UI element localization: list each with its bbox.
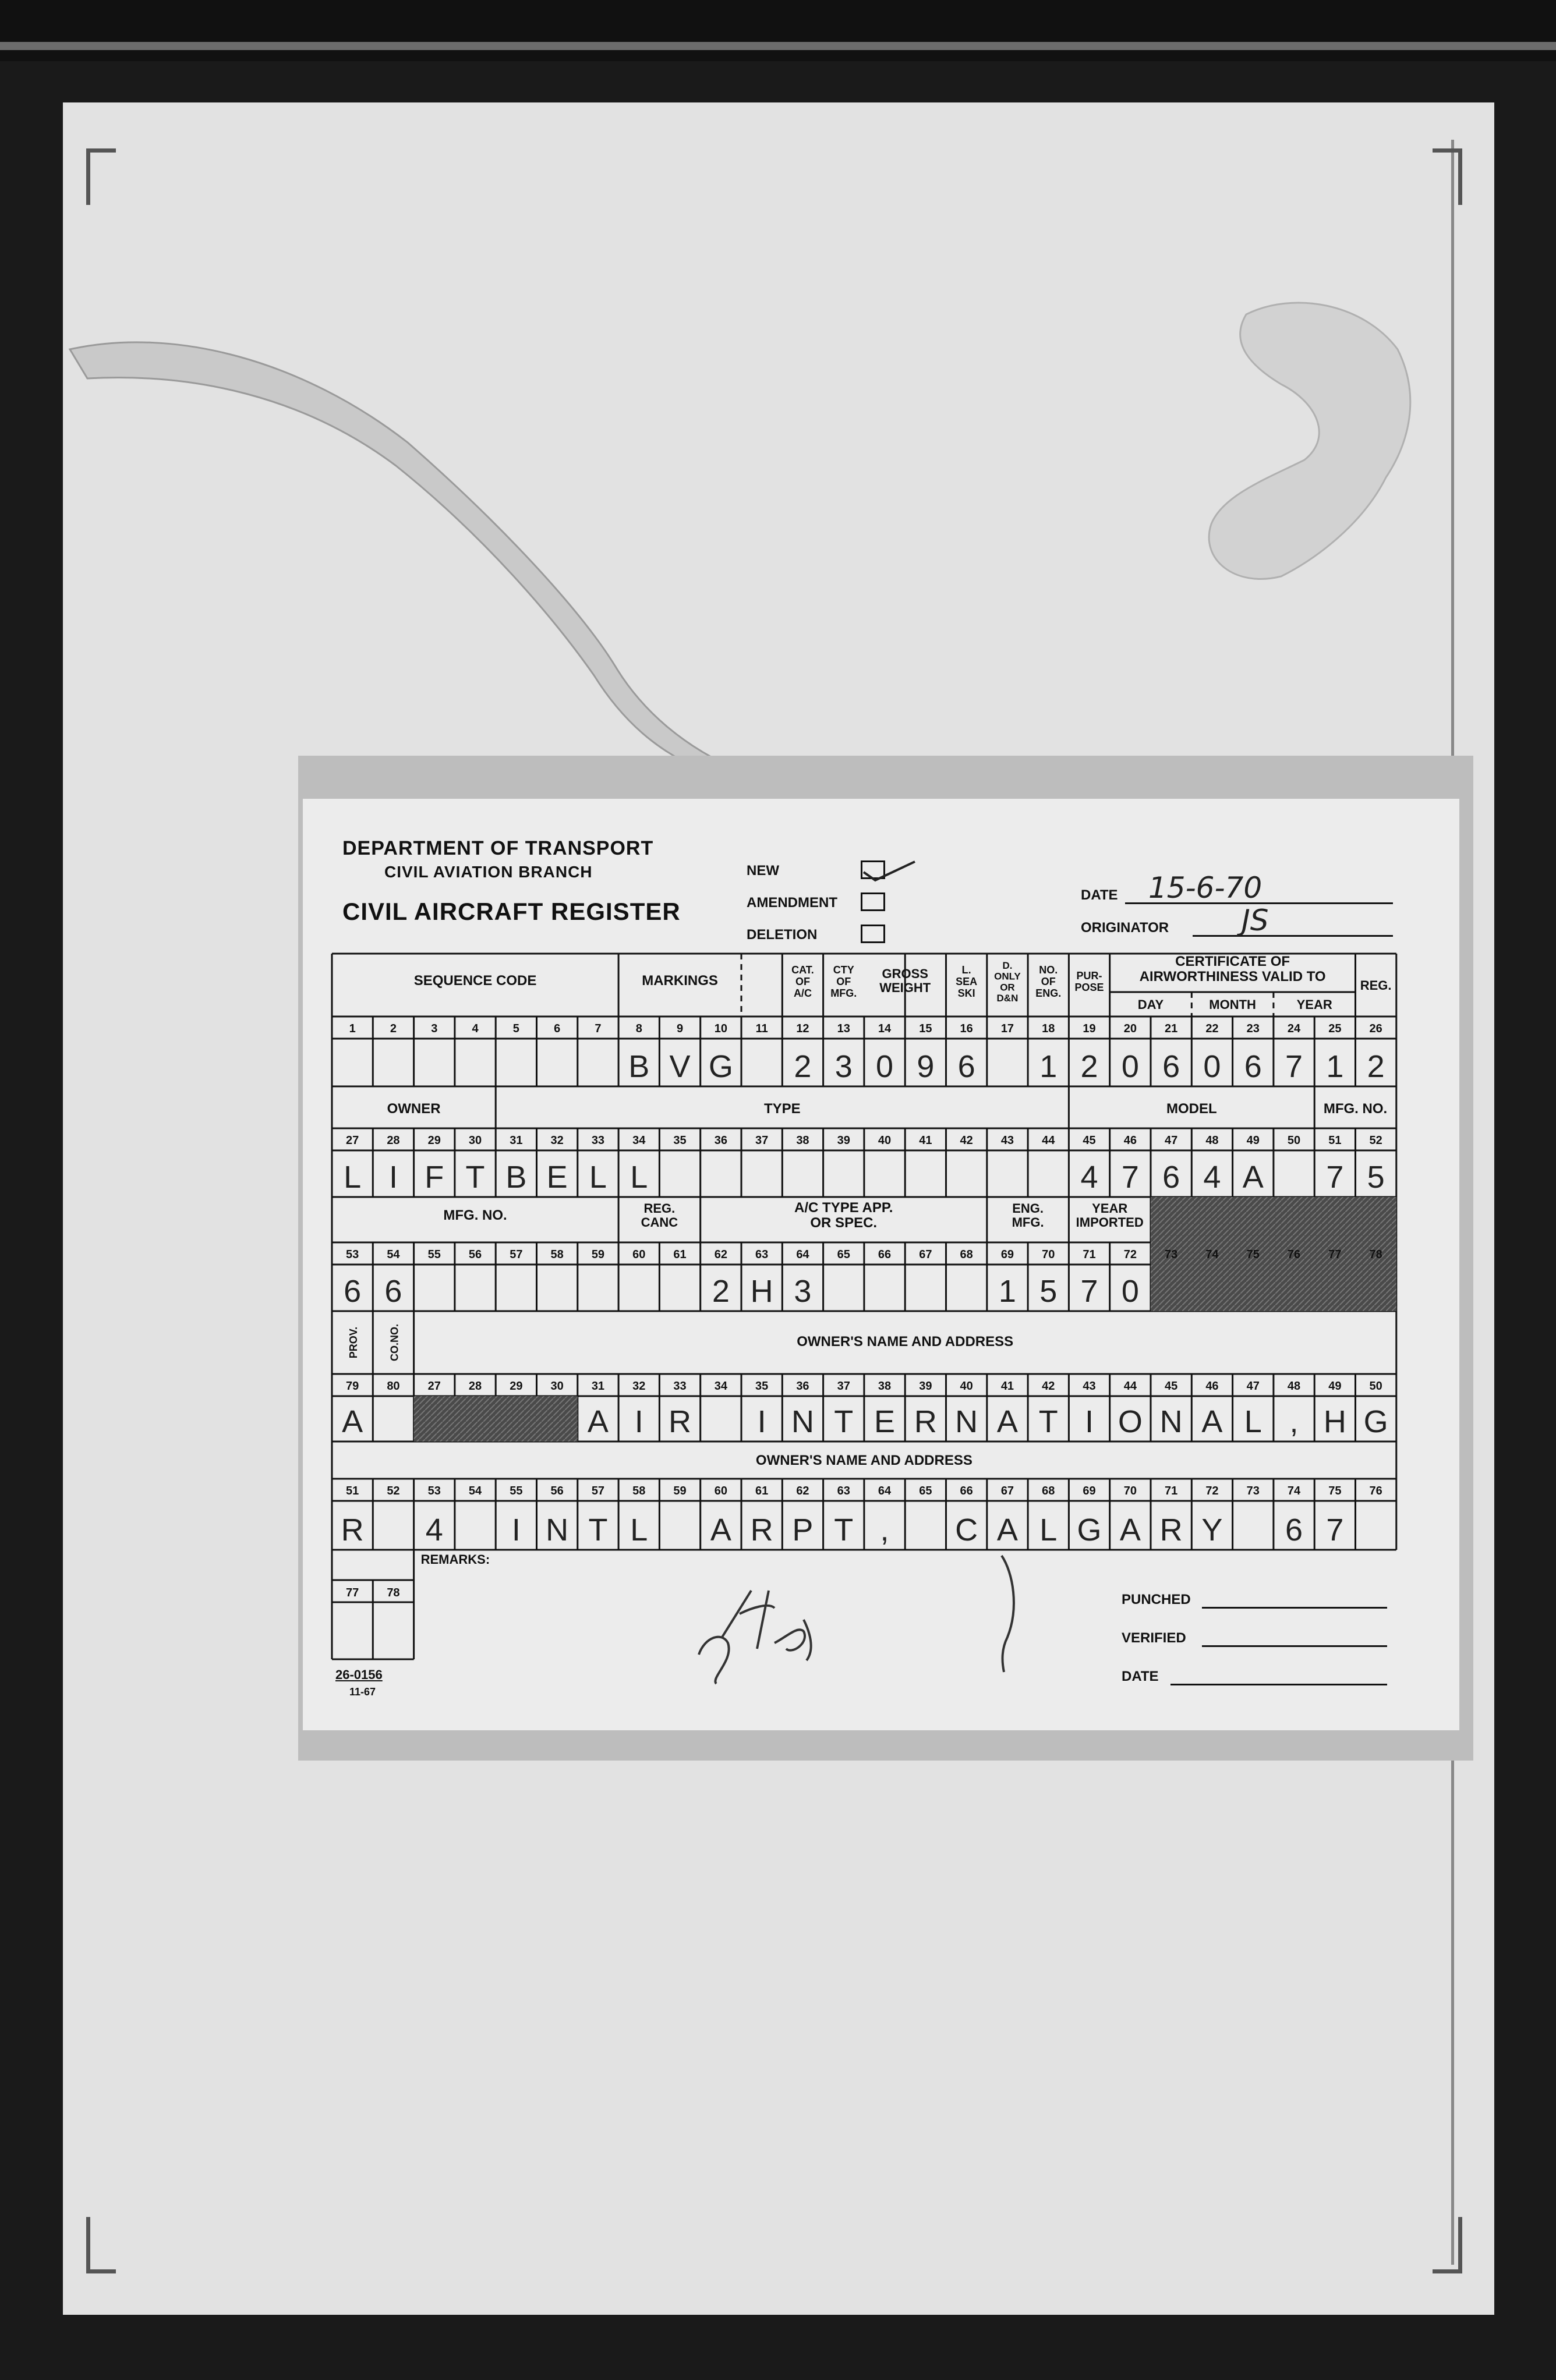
- entry-cell[interactable]: 4: [1203, 1160, 1221, 1195]
- register-title: CIVIL AIRCRAFT REGISTER: [342, 898, 681, 925]
- entry-cell[interactable]: R: [1159, 1513, 1183, 1547]
- originator-label: ORIGINATOR: [1081, 920, 1169, 936]
- column-number: 73: [1246, 1485, 1260, 1497]
- header-day-night: D. ONLY OR D&N: [994, 959, 1021, 1004]
- entry-cell[interactable]: R: [914, 1404, 937, 1439]
- entry-cell[interactable]: 0: [1121, 1049, 1139, 1084]
- entry-cell[interactable]: 7: [1285, 1049, 1303, 1084]
- entry-cell[interactable]: 9: [917, 1049, 935, 1084]
- header-category: CAT. OF A/C: [791, 964, 814, 999]
- punched-label: PUNCHED: [1122, 1592, 1191, 1607]
- column-number: 77: [1328, 1248, 1342, 1261]
- column-number: 46: [1205, 1380, 1219, 1393]
- column-number: 37: [755, 1134, 769, 1147]
- entry-cell[interactable]: 2: [794, 1049, 812, 1084]
- column-number: 65: [919, 1485, 932, 1497]
- column-number: 50: [1287, 1134, 1301, 1147]
- entry-cell[interactable]: T: [834, 1513, 854, 1547]
- header-land-sea-ski: L. SEA SKI: [956, 964, 978, 999]
- column-number: 29: [510, 1380, 523, 1393]
- column-number: 54: [387, 1248, 400, 1261]
- column-number: 19: [1083, 1022, 1096, 1035]
- column-number: 36: [796, 1380, 809, 1393]
- column-number: 14: [878, 1022, 892, 1035]
- header-gross-weight: GROSS WEIGHT: [879, 966, 931, 996]
- column-number: 42: [960, 1134, 973, 1147]
- column-number: 68: [960, 1248, 973, 1261]
- column-number: 31: [510, 1134, 523, 1147]
- column-number: 59: [673, 1485, 687, 1497]
- entry-cell[interactable]: N: [546, 1513, 569, 1547]
- entry-cell[interactable]: 7: [1080, 1274, 1098, 1309]
- column-number: 20: [1123, 1022, 1137, 1035]
- entry-cell[interactable]: H: [1323, 1404, 1346, 1439]
- column-number: 22: [1205, 1022, 1219, 1035]
- column-number: 64: [878, 1485, 892, 1497]
- shaded-cells-73-78: [1151, 1242, 1396, 1311]
- column-number: 49: [1328, 1380, 1342, 1393]
- column-number: 32: [550, 1134, 564, 1147]
- column-number: 15: [919, 1022, 932, 1035]
- entry-cell[interactable]: A: [1201, 1404, 1223, 1439]
- column-number: 27: [346, 1134, 359, 1147]
- column-number: 68: [1042, 1485, 1055, 1497]
- column-number: 18: [1042, 1022, 1055, 1035]
- entry-cell[interactable]: I: [634, 1404, 643, 1439]
- column-number: 70: [1123, 1485, 1137, 1497]
- column-number: 27: [427, 1380, 441, 1393]
- header-certificate: CERTIFICATE OF AIRWORTHINESS VALID TO: [1139, 954, 1326, 984]
- column-number: 57: [591, 1485, 605, 1497]
- entry-cell[interactable]: T: [1038, 1404, 1058, 1439]
- date-value[interactable]: 15-6-70: [1148, 871, 1263, 905]
- column-number: 37: [837, 1380, 850, 1393]
- column-number: 48: [1205, 1134, 1219, 1147]
- column-number: 36: [714, 1134, 727, 1147]
- register-card: [303, 799, 1459, 1730]
- header-type: TYPE: [763, 1101, 801, 1117]
- header-country: CTY OF MFG.: [830, 964, 857, 999]
- entry-cell[interactable]: L: [1039, 1513, 1058, 1547]
- form-code: 26-0156: [335, 1667, 383, 1682]
- entry-cell[interactable]: R: [750, 1513, 773, 1547]
- column-number: 44: [1123, 1380, 1137, 1393]
- header-eng-mfg: ENG. MFG.: [1012, 1200, 1044, 1230]
- entry-cell[interactable]: L: [344, 1160, 362, 1195]
- deletion-label: DELETION: [747, 927, 818, 943]
- entry-cell[interactable]: I: [511, 1513, 521, 1547]
- column-number: 16: [960, 1022, 973, 1035]
- column-number: 79: [346, 1380, 359, 1393]
- column-number: 66: [878, 1248, 892, 1261]
- column-number: 51: [346, 1485, 359, 1497]
- crop-mark-top-left: [86, 148, 116, 205]
- entry-cell[interactable]: 6: [1244, 1049, 1262, 1084]
- entry-cell[interactable]: 5: [1039, 1274, 1058, 1309]
- column-number: 65: [837, 1248, 850, 1261]
- column-number: 76: [1369, 1485, 1382, 1497]
- column-number: 72: [1205, 1485, 1219, 1497]
- column-number: 6: [554, 1022, 561, 1035]
- column-number: 43: [1000, 1134, 1014, 1147]
- new-label: NEW: [747, 863, 779, 879]
- crop-mark-bottom-left: [86, 2217, 116, 2273]
- remarks-column-number: 77: [346, 1586, 359, 1599]
- entry-cell[interactable]: A: [996, 1404, 1018, 1439]
- column-number: 5: [512, 1022, 519, 1035]
- column-number: 73: [1165, 1248, 1178, 1261]
- column-number: 8: [635, 1022, 642, 1035]
- column-number: 46: [1123, 1134, 1137, 1147]
- column-number: 48: [1287, 1380, 1301, 1393]
- entry-cell[interactable]: 6: [344, 1274, 362, 1309]
- entry-cell[interactable]: B: [628, 1049, 650, 1084]
- column-number: 30: [468, 1134, 482, 1147]
- column-number: 35: [673, 1134, 687, 1147]
- entry-cell[interactable]: 0: [1203, 1049, 1221, 1084]
- column-number: 53: [346, 1248, 359, 1261]
- column-number: 74: [1205, 1248, 1219, 1261]
- entry-cell[interactable]: A: [710, 1513, 731, 1547]
- column-number: 54: [468, 1485, 482, 1497]
- branch-title: CIVIL AVIATION BRANCH: [384, 863, 593, 881]
- column-number: 76: [1287, 1248, 1301, 1261]
- entry-cell[interactable]: E: [874, 1404, 896, 1439]
- column-number: 25: [1328, 1022, 1342, 1035]
- column-number: 7: [595, 1022, 602, 1035]
- column-number: 51: [1328, 1134, 1342, 1147]
- handwritten-mark: [984, 1550, 1031, 1678]
- column-number: 2: [390, 1022, 397, 1035]
- entry-cell[interactable]: 6: [1162, 1049, 1180, 1084]
- header-company-no: CO.NO.: [388, 1323, 401, 1362]
- entry-cell[interactable]: B: [505, 1160, 527, 1195]
- entry-cell[interactable]: L: [630, 1513, 648, 1547]
- column-number: 40: [878, 1134, 892, 1147]
- column-number: 33: [673, 1380, 687, 1393]
- header-markings: MARKINGS: [642, 973, 718, 989]
- entry-cell[interactable]: I: [1085, 1404, 1094, 1439]
- column-number: 31: [591, 1380, 605, 1393]
- header-type-approval: A/C TYPE APP. OR SPEC.: [794, 1199, 893, 1231]
- column-number: 78: [1369, 1248, 1382, 1261]
- entry-cell[interactable]: 0: [876, 1049, 894, 1084]
- crop-mark-bottom-right: [1433, 2217, 1462, 2273]
- column-number: 44: [1042, 1134, 1055, 1147]
- header-reg-canc: REG. CANC: [641, 1200, 678, 1230]
- column-number: 52: [387, 1485, 400, 1497]
- entry-cell[interactable]: ,: [880, 1513, 889, 1547]
- header-owner-name-address-2: OWNER'S NAME AND ADDRESS: [755, 1453, 972, 1468]
- column-number: 3: [431, 1022, 438, 1035]
- column-number: 57: [510, 1248, 523, 1261]
- column-number: 69: [1083, 1485, 1096, 1497]
- column-number: 62: [714, 1248, 727, 1261]
- date-label: DATE: [1081, 887, 1118, 903]
- entry-cell[interactable]: L: [630, 1160, 648, 1195]
- entry-cell[interactable]: 7: [1121, 1160, 1139, 1195]
- column-number: 56: [468, 1248, 482, 1261]
- column-number: 49: [1246, 1134, 1260, 1147]
- column-number: 74: [1287, 1485, 1301, 1497]
- column-number: 66: [960, 1485, 973, 1497]
- column-number: 47: [1165, 1134, 1178, 1147]
- column-number: 56: [550, 1485, 564, 1497]
- column-number: 40: [960, 1380, 973, 1393]
- entry-cell[interactable]: 6: [957, 1049, 975, 1084]
- entry-cell[interactable]: 3: [834, 1049, 853, 1084]
- entry-cell[interactable]: 6: [1285, 1513, 1303, 1547]
- entry-cell[interactable]: 4: [425, 1513, 443, 1547]
- column-number: 69: [1000, 1248, 1014, 1261]
- column-number: 24: [1287, 1022, 1301, 1035]
- entry-cell[interactable]: I: [388, 1160, 398, 1195]
- entry-cell[interactable]: C: [955, 1513, 978, 1547]
- entry-cell[interactable]: R: [669, 1404, 692, 1439]
- column-number: 29: [427, 1134, 441, 1147]
- entry-cell[interactable]: G: [708, 1049, 733, 1084]
- column-number: 53: [427, 1485, 441, 1497]
- column-number: 67: [919, 1248, 932, 1261]
- header-model: MODEL: [1166, 1101, 1217, 1117]
- column-number: 12: [796, 1022, 809, 1035]
- footer-date-label: DATE: [1122, 1669, 1159, 1684]
- column-number: 30: [550, 1380, 564, 1393]
- header-engines: NO. OF ENG.: [1035, 964, 1062, 999]
- column-number: 71: [1083, 1248, 1096, 1261]
- column-number: 21: [1165, 1022, 1178, 1035]
- entry-cell[interactable]: V: [669, 1049, 691, 1084]
- column-number: 63: [755, 1248, 769, 1261]
- entry-cell[interactable]: N: [1159, 1404, 1183, 1439]
- entry-cell[interactable]: 7: [1326, 1160, 1344, 1195]
- entry-cell[interactable]: 1: [1326, 1049, 1344, 1084]
- column-number: 45: [1083, 1134, 1096, 1147]
- form-edition: 11-67: [349, 1686, 376, 1698]
- entry-cell[interactable]: 4: [1080, 1160, 1098, 1195]
- column-number: 34: [714, 1380, 727, 1393]
- department-title: DEPARTMENT OF TRANSPORT: [342, 837, 654, 859]
- remarks-label: REMARKS:: [420, 1552, 490, 1567]
- column-number: 41: [919, 1134, 932, 1147]
- entry-cell[interactable]: L: [589, 1160, 607, 1195]
- header-purpose: PUR-POSE: [1074, 970, 1104, 993]
- column-number: 10: [714, 1022, 727, 1035]
- entry-cell[interactable]: 3: [794, 1274, 812, 1309]
- column-number: 50: [1369, 1380, 1382, 1393]
- column-number: 61: [755, 1485, 769, 1497]
- entry-cell[interactable]: T: [588, 1513, 608, 1547]
- entry-cell[interactable]: O: [1118, 1404, 1143, 1439]
- entry-cell[interactable]: 5: [1367, 1160, 1385, 1195]
- header-month: MONTH: [1209, 997, 1256, 1012]
- header-sequence-code: SEQUENCE CODE: [413, 973, 537, 989]
- column-number: 41: [1000, 1380, 1014, 1393]
- shaded-header-block: [1151, 1197, 1396, 1242]
- column-number: 23: [1246, 1022, 1260, 1035]
- entry-cell[interactable]: Y: [1201, 1513, 1223, 1547]
- header-mfg-no-2: MFG. NO.: [443, 1207, 507, 1223]
- entry-cell[interactable]: N: [955, 1404, 978, 1439]
- column-number: 32: [632, 1380, 646, 1393]
- header-year: YEAR: [1296, 997, 1332, 1012]
- column-number: 71: [1165, 1485, 1178, 1497]
- column-number: 67: [1000, 1485, 1014, 1497]
- column-number: 38: [796, 1134, 809, 1147]
- verified-label: VERIFIED: [1122, 1630, 1186, 1646]
- entry-cell[interactable]: 7: [1326, 1513, 1344, 1547]
- column-number: 4: [472, 1022, 479, 1035]
- column-number: 42: [1042, 1380, 1055, 1393]
- entry-cell[interactable]: 1: [998, 1274, 1016, 1309]
- column-number: 72: [1123, 1248, 1137, 1261]
- entry-cell[interactable]: 0: [1121, 1274, 1139, 1309]
- column-number: 39: [919, 1380, 932, 1393]
- handwritten-signature: [687, 1567, 827, 1695]
- entry-cell[interactable]: T: [834, 1404, 854, 1439]
- header-owner-name-address: OWNER'S NAME AND ADDRESS: [797, 1334, 1014, 1350]
- column-number: 80: [387, 1380, 400, 1393]
- crop-mark-top-right: [1433, 148, 1462, 205]
- column-number: 59: [591, 1248, 605, 1261]
- entry-cell[interactable]: 6: [384, 1274, 402, 1309]
- column-number: 63: [837, 1485, 850, 1497]
- header-reg: REG.: [1360, 978, 1392, 993]
- entry-cell[interactable]: N: [791, 1404, 814, 1439]
- entry-cell[interactable]: R: [341, 1513, 364, 1547]
- column-number: 28: [387, 1134, 400, 1147]
- column-number: 52: [1369, 1134, 1382, 1147]
- column-number: 75: [1246, 1248, 1260, 1261]
- column-number: 9: [676, 1022, 684, 1035]
- column-number: 55: [510, 1485, 523, 1497]
- entry-cell[interactable]: A: [1242, 1160, 1264, 1195]
- remarks-column-number: 78: [387, 1586, 400, 1599]
- column-number: 33: [591, 1134, 605, 1147]
- amendment-label: AMENDMENT: [747, 895, 837, 911]
- entry-cell[interactable]: L: [1244, 1404, 1262, 1439]
- entry-cell[interactable]: I: [757, 1404, 766, 1439]
- entry-cell[interactable]: H: [750, 1274, 773, 1309]
- column-number: 34: [632, 1134, 646, 1147]
- column-number: 60: [714, 1485, 727, 1497]
- entry-cell[interactable]: G: [1363, 1404, 1388, 1439]
- shaded-cells-27-30: [414, 1396, 578, 1442]
- register-grid: [303, 799, 1459, 1730]
- header-owner: OWNER: [387, 1101, 441, 1117]
- entry-cell[interactable]: A: [996, 1513, 1018, 1547]
- entry-cell[interactable]: 2: [1080, 1049, 1098, 1084]
- entry-cell[interactable]: A: [587, 1404, 609, 1439]
- entry-cell[interactable]: A: [1119, 1513, 1141, 1547]
- entry-cell[interactable]: ,: [1289, 1404, 1299, 1439]
- column-number: 58: [632, 1485, 646, 1497]
- column-number: 75: [1328, 1485, 1342, 1497]
- column-number: 58: [550, 1248, 564, 1261]
- column-number: 60: [632, 1248, 646, 1261]
- column-number: 38: [878, 1380, 892, 1393]
- column-number: 70: [1042, 1248, 1055, 1261]
- entry-cell[interactable]: 1: [1039, 1049, 1058, 1084]
- entry-cell[interactable]: P: [792, 1513, 814, 1547]
- column-number: 28: [468, 1380, 482, 1393]
- column-number: 35: [755, 1380, 769, 1393]
- entry-cell[interactable]: 2: [1367, 1049, 1385, 1084]
- column-number: 55: [427, 1248, 441, 1261]
- column-number: 26: [1369, 1022, 1382, 1035]
- column-number: 11: [755, 1022, 768, 1035]
- entry-cell[interactable]: F: [425, 1160, 444, 1195]
- entry-cell[interactable]: G: [1077, 1513, 1102, 1547]
- column-number: 43: [1083, 1380, 1096, 1393]
- header-province: PROV.: [348, 1326, 360, 1359]
- column-number: 39: [837, 1134, 850, 1147]
- column-number: 45: [1165, 1380, 1178, 1393]
- originator-value[interactable]: JS: [1242, 904, 1269, 937]
- entry-cell[interactable]: 6: [1162, 1160, 1180, 1195]
- header-year-imported: YEAR IMPORTED: [1076, 1200, 1144, 1230]
- column-number: 17: [1000, 1022, 1014, 1035]
- entry-cell[interactable]: T: [465, 1160, 485, 1195]
- entry-cell[interactable]: E: [546, 1160, 568, 1195]
- column-number: 1: [349, 1022, 356, 1035]
- entry-cell[interactable]: A: [342, 1404, 363, 1439]
- header-day: DAY: [1137, 997, 1164, 1012]
- column-number: 61: [673, 1248, 687, 1261]
- column-number: 47: [1246, 1380, 1260, 1393]
- column-number: 62: [796, 1485, 809, 1497]
- column-number: 64: [796, 1248, 809, 1261]
- header-mfg-no: MFG. NO.: [1323, 1101, 1388, 1117]
- column-number: 13: [837, 1022, 850, 1035]
- entry-cell[interactable]: 2: [712, 1274, 730, 1309]
